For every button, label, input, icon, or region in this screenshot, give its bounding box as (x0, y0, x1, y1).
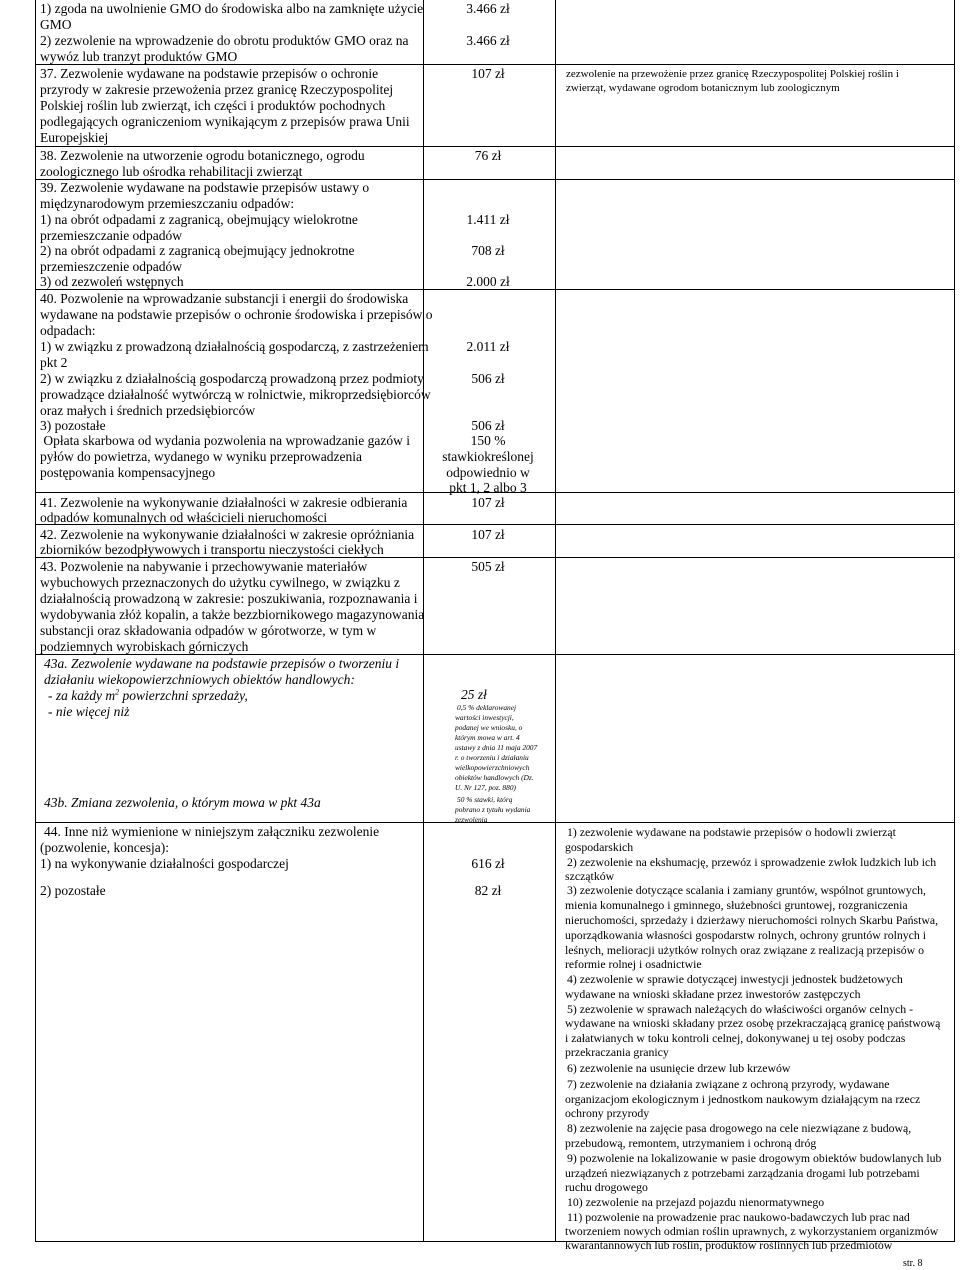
item44-exemption: 1) zezwolenie wydawane na podstawie przepisów o hodowli zwierząt (567, 825, 896, 839)
item43a-fee-note: którym mowa w art. 4 (455, 733, 520, 742)
gmo-line: GMO (40, 17, 72, 32)
column-divider-exemptions (555, 0, 556, 1242)
gmo-fee: 3.466 zł (466, 1, 510, 16)
item42-line: 42. Zezwolenie na wykonywanie działalności w zakresie opróżniania (40, 527, 415, 542)
item44-exemption: 2) zezwolenie na ekshumację, przewóz i sprowadzenie zwłok ludzkich lub ich (567, 855, 937, 869)
item40-fee: 506 zł (471, 371, 505, 386)
item43b-fee-note: 50 % stawki, którą (457, 795, 513, 804)
item43-line: działalnością prowadzoną w zakresie: poszukiwania, rozpoznawania i (40, 591, 418, 606)
item44-exemption: urządzeń niezwiązanych z potrzebami zarządzania drogami lub potrzebami (565, 1166, 920, 1180)
item44-exemption: reformie rolnej i osadnictwie (565, 957, 702, 971)
item44-exemption: 3) zezwolenie dotyczące scalania i zamiany gruntów, wspólnot gruntowych, (567, 883, 926, 897)
item43-line: wydobywania złóż kopalin, a także bezzbiornikowego magazynowania (40, 607, 425, 622)
item37-line: Europejskiej (40, 130, 109, 145)
item39-line: przemieszczanie odpadów (40, 228, 183, 243)
item37-exemption: zwierząt, wydawane ogrodom botanicznym lub zoologicznym (566, 82, 840, 94)
item42-line: zbiorników bezodpływowych i transportu nieczystości ciekłych (40, 542, 384, 557)
item37-line: podlegających ograniczeniom wynikającym z przepisów prawa Unii (40, 114, 410, 129)
item44-exemption: 9) pozwolenie na lokalizowanie w pasie drogowym obiektów budowlanych lub (567, 1151, 942, 1165)
item44-exemption: uporządkowania własności gospodarstw rolnych, ochrony gruntów rolnych i (565, 928, 927, 942)
table-border-left (35, 0, 36, 1242)
item40-fee: pkt 1, 2 albo 3 (449, 480, 527, 495)
item44-line: 1) na wykonywanie działalności gospodarczej (40, 856, 289, 871)
item44-line: 44. Inne niż wymienione w niniejszym załączniku zezwolenie (44, 824, 380, 839)
item44-exemption: gospodarskich (565, 840, 634, 854)
item43-line: wybuchowych przeznaczonych do użytku cywilnego, w związku z (40, 575, 400, 590)
item39-line: przemieszczenie odpadów (40, 259, 183, 274)
item44-exemption: przekraczania granicy (565, 1045, 669, 1059)
item44-exemption: 8) zezwolenie na zajęcie pasa drogowego na cele niezwiązane z budową, (567, 1121, 912, 1135)
item40-line: wydawane na podstawie przepisów o ochronie środowiska i przepisów o (40, 307, 433, 322)
item40-line: pkt 2 (40, 355, 68, 370)
item43a-fee-note: ustawy z dnia 11 maja 2007 (455, 743, 538, 752)
item44-exemption: 11) pozwolenie na prowadzenie prac naukowo-badawczych lub prac nad (567, 1210, 910, 1224)
item43a-fee-note: wielkopowierzchniowych (455, 763, 530, 772)
item44-exemption: leśnych, melioracji użytków rolnych oraz związane z realizacją przepisów o (565, 943, 924, 957)
item40-line: 3) pozostałe (40, 418, 106, 433)
item43a-line: 43a. Zezwolenie wydawane na podstawie przepisów o tworzeniu i (44, 656, 400, 671)
item44-exemption: ruchu drogowego (565, 1180, 648, 1194)
gmo-line: 1) zgoda na uwolnienie GMO do środowiska albo na zamknięte użycie (40, 1, 424, 16)
gmo-line: wywóz lub tranzyt produktów GMO (40, 49, 238, 64)
item37-line: 37. Zezwolenie wydawane na podstawie przepisów o ochronie (40, 66, 379, 81)
item44-exemption: przebudową, remontem, utrzymaniem i ochroną dróg (565, 1136, 817, 1150)
item43a-sub-per-m2: - za każdy $m^2$ powierzchni sprzedaży, (48, 687, 248, 703)
item40-line: oraz małych i średnich przedsiębiorców (40, 403, 256, 418)
item43-line: 43. Pozwolenie na nabywanie i przechowywanie materiałów (40, 559, 368, 574)
item41-line: 41. Zezwolenie na wykonywanie działalności w zakresie odbierania (40, 495, 408, 510)
item44-exemption: wydawane na wnioski składane przez inwestorów zastępczych (565, 987, 861, 1001)
item43b-fee-note: zezwolenia (455, 815, 488, 824)
item44-exemption: 5) zezwolenie w sprawach należących do właściwości organów celnych - (567, 1002, 914, 1016)
page-number: str. 8 (903, 1258, 923, 1269)
item44-exemption: wydawane na wnioski składany przez osobę przekraczającą granicę państwową (565, 1016, 941, 1030)
item44-exemption: 4) zezwolenie w sprawie dotyczącej inwestycji jednostek budżetowych (567, 972, 903, 986)
item43b-fee-note: pobrano z tytułu wydania (455, 805, 531, 814)
item38-fee: 76 zł (474, 148, 502, 163)
item40-fee: 150 % (470, 433, 506, 448)
item43a-sub-max: - nie więcej niż (48, 704, 130, 719)
item43a-fee-note: obiektów handlowych (Dz. (455, 773, 534, 782)
item38-line: 38. Zezwolenie na utworzenie ogrodu botanicznego, ogrodu (40, 148, 365, 163)
item44-exemption: 10) zezwolenie na przejazd pojazdu nienormatywnego (567, 1195, 825, 1209)
item40-fee: odpowiednio w (446, 465, 530, 480)
item40-line: 1) w związku z prowadzoną działalnością gospodarczą, z zastrzeżeniem (40, 339, 429, 354)
item44-exemption: i załatwianych w toku kontroli celnej, dokonywanej u tej osoby podczas (565, 1031, 906, 1045)
item44-fee: 82 zł (474, 883, 502, 898)
item43a-line: działaniu wiekopowierzchniowych obiektów handlowych: (44, 672, 355, 687)
item44-line: 2) pozostałe (40, 883, 106, 898)
item43-fee: 505 zł (471, 559, 505, 574)
item40-fee: stawkiokreślonej (442, 449, 534, 464)
gmo-line: 2) zezwolenie na wprowadzenie do obrotu produktów GMO oraz na (40, 33, 409, 48)
table-border-right (954, 0, 955, 1242)
item43-line: substancji oraz składowania odpadów w górotworze, w tym w (40, 623, 377, 638)
item44-exemption: 7) zezwolenie na działania związane z ochroną przyrody, wydawane (567, 1077, 890, 1091)
item43a-fee-note: r. o tworzeniu i działaniu (455, 753, 529, 762)
item39-line: 39. Zezwolenie wydawane na podstawie przepisów ustawy o (40, 180, 370, 195)
item39-fee: 1.411 zł (466, 212, 510, 227)
item41-fee: 107 zł (471, 495, 505, 510)
item44-exemption: nieruchomości, sprzedaży i dzierżawy nieruchomości rolnych Skarbu Państwa, (565, 913, 939, 927)
item42-fee: 107 zł (471, 527, 505, 542)
item44-fee: 616 zł (471, 856, 505, 871)
item39-line: 2) na obrót odpadami z zagranicą obejmujący jednokrotne (40, 243, 355, 258)
item40-line: Opłata skarbowa od wydania pozwolenia na wprowadzanie gazów i (40, 433, 410, 448)
item44-exemption: mienia komunalnego i gminnego, służebności gruntowej, rozgraniczenia (565, 898, 908, 912)
item43-line: podziemnych wyrobiskach górniczych (40, 639, 249, 654)
item40-line: pyłów do powietrza, wydanego w wyniku przeprowadzenia (40, 449, 363, 464)
row-divider (35, 146, 955, 147)
item40-line: odpadach: (40, 323, 96, 338)
item40-fee: 2.011 zł (466, 339, 510, 354)
item39-fee: 2.000 zł (466, 274, 510, 289)
item44-exemption: organizacjom ekologicznym i jednostkom naukowym działającym na rzecz (565, 1092, 921, 1106)
item37-exemption: zezwolenie na przewożenie przez granicę Rzeczypospolitej Polskiej roślin i (566, 68, 899, 80)
item43a-fee-note: 0,5 % deklarowanej (457, 703, 517, 712)
gmo-fee: 3.466 zł (466, 33, 510, 48)
item37-line: Polskiej roślin lub zwierząt, ich części i produktów pochodnych (40, 98, 386, 113)
item43b-line: 43b. Zmiana zezwolenia, o którym mowa w pkt 43a (44, 795, 321, 810)
item43a-fee-note: U. Nr 127, poz. 880) (455, 783, 516, 792)
item43a-fee-note: wartości inwestycji, (455, 713, 514, 722)
item40-fee: 506 zł (471, 418, 505, 433)
item37-fee: 107 zł (471, 66, 505, 81)
item39-line: 1) na obrót odpadami z zagranicą, obejmujący wielokrotne (40, 212, 358, 227)
item41-line: odpadów komunalnych od właścicieli nieruchomości (40, 510, 328, 525)
item44-exemption: szczątków (565, 869, 615, 883)
item43a-fee: 25 zł (461, 687, 487, 702)
item40-line: 40. Pozwolenie na wprowadzanie substancji i energii do środowiska (40, 291, 409, 306)
item44-exemption: ochrony przyrody (565, 1106, 650, 1120)
item39-fee: 708 zł (471, 243, 505, 258)
item39-line: międzynarodowym przemieszczaniu odpadów: (40, 196, 295, 211)
row-divider (35, 822, 955, 823)
item44-exemption: 6) zezwolenie na usunięcie drzew lub krzewów (567, 1061, 791, 1075)
item44-exemption: kwarantannowych lub roślin, produktów roślinnych lub przedmiotów (565, 1238, 893, 1252)
item39-line: 3) od zezwoleń wstępnych (40, 274, 184, 289)
item43a-fee-note: podanej we wniosku, o (455, 723, 523, 732)
item40-line: postępowania kompensacyjnego (40, 465, 216, 480)
item40-line: prowadzące działalność wytwórczą w rolnictwie, mikroprzedsiębiorców (40, 387, 431, 402)
item44-exemption: tworzeniem nowych odmian roślin uprawnych, z wykorzystaniem organizmów (565, 1224, 939, 1238)
item40-line: 2) w związku z działalnością gospodarczą prowadzoną przez podmioty (40, 371, 424, 386)
item37-line: przyrody w zakresie przewożenia przez granicę Rzeczypospolitej (40, 82, 394, 97)
item44-line: (pozwolenie, koncesja): (40, 840, 169, 855)
item38-line: zoologicznego lub ośrodka rehabilitacji zwierząt (40, 164, 303, 179)
